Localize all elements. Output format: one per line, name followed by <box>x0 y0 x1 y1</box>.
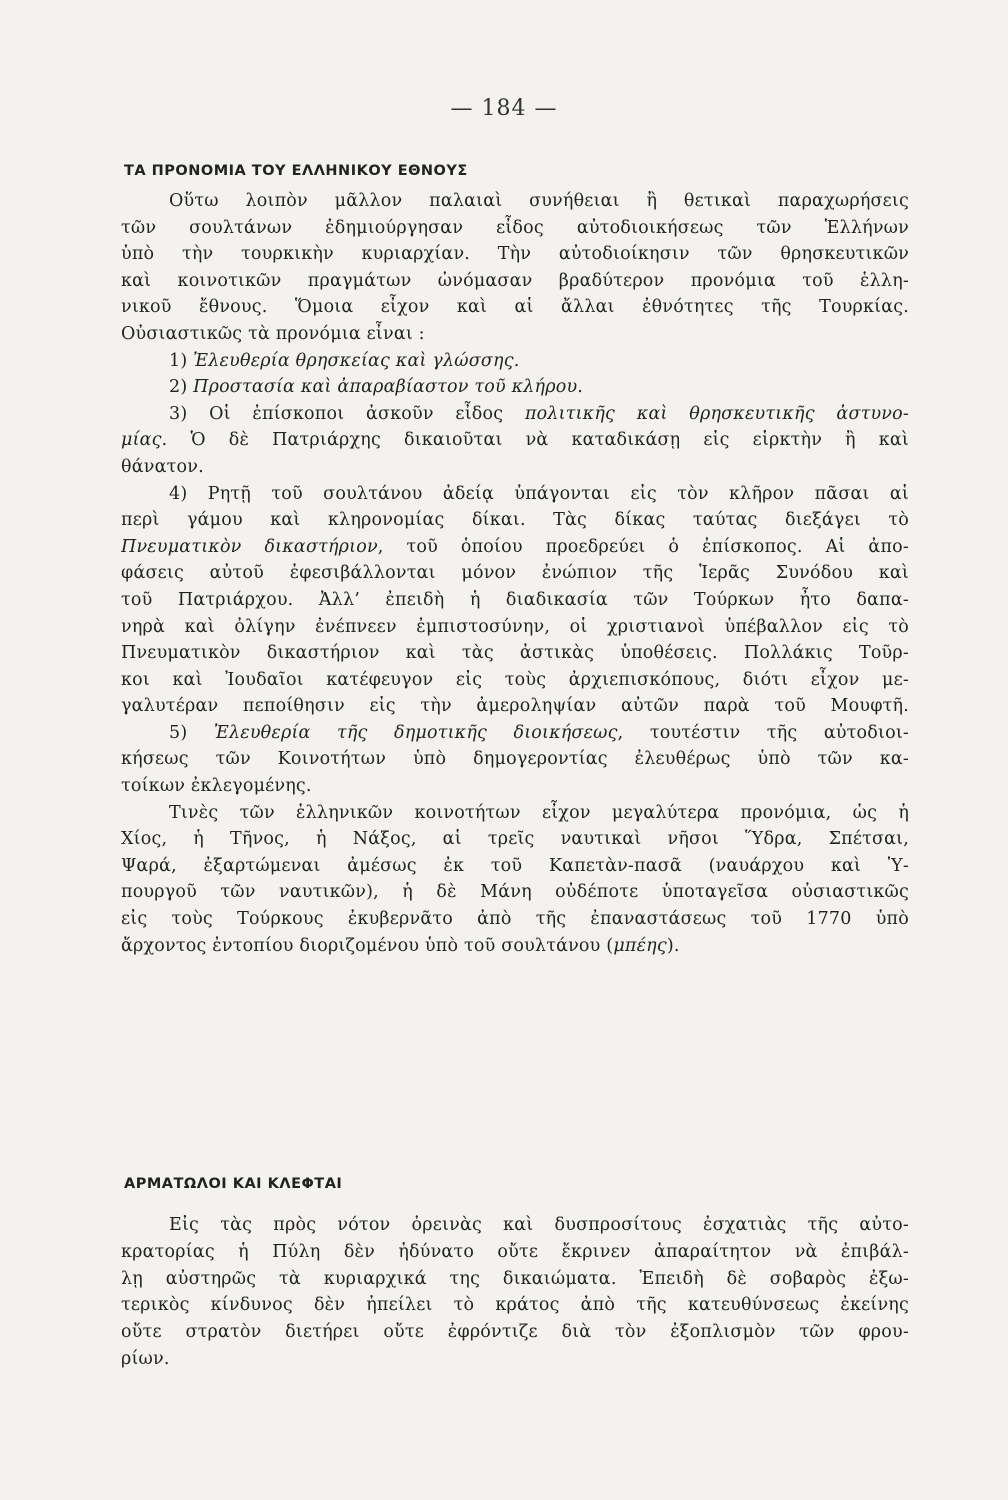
text-segment: 3) Οἱ ἐπίσκοποι ἀσκοῦν εἶδος <box>169 403 525 424</box>
text-segment: περὶ γάμου καὶ κληρονομίας δίκαι. Τὰς δίκας ταύτας διεξάγει τὸ <box>121 510 909 531</box>
text-line <box>121 800 909 827</box>
text-line <box>121 933 909 960</box>
text-line <box>121 294 909 321</box>
text-segment: 5) <box>169 722 214 743</box>
text-segment: 2) <box>169 377 194 398</box>
text-segment: καὶ κοινοτικῶν πραγμάτων ὠνόμασαν βραδύτερον προνόμια τοῦ ἑλλη- <box>121 270 909 291</box>
section-armatoloi-body <box>121 1212 909 1373</box>
text-segment: νικοῦ ἔθνους. Ὅμοια εἶχον καὶ αἱ ἄλλαι ἐθνότητες τῆς Τουρκίας. <box>121 297 909 318</box>
section-heading-armatoloi: ΑΡΜΑΤΩΛΟΙ ΚΑΙ ΚΛΕΦΤΑΙ <box>124 1176 343 1192</box>
text-segment: οὔτε στρατὸν διετήρει οὔτε ἐφρόντιζε διὰ τὸν ἐξοπλισμὸν τῶν φρου- <box>121 1322 909 1343</box>
italic-text: Προστασία καὶ ἀπαραβίαστον τοῦ κλήρου. <box>193 377 584 398</box>
text-line <box>121 1292 909 1319</box>
text-segment: κρατορίας ἡ Πύλη δὲν ἠδύνατο οὔτε ἔκρινεν ἀπαραίτητον νὰ ἐπιβάλ- <box>121 1241 909 1262</box>
text-line <box>121 1212 909 1239</box>
text-line <box>121 826 909 853</box>
text-segment: κοι καὶ Ἰουδαῖοι κατέφευγον εἰς τοὺς ἀρχιεπισκόπους, διότι εἶχον με- <box>121 669 909 690</box>
text-line <box>121 667 909 694</box>
text-line <box>121 587 909 614</box>
text-line <box>121 1346 909 1373</box>
text-segment: γαλυτέραν πεποίθησιν εἰς τὴν ἀμεροληψίαν αὐτῶν παρὰ τοῦ Μουφτῆ. <box>121 696 909 717</box>
text-line <box>121 427 909 454</box>
text-segment: , τοῦ ὁποίου προεδρεύει ὁ ἐπίσκοπος. Αἱ ἀπο- <box>377 536 909 557</box>
text-line <box>121 614 909 641</box>
italic-text: πολιτικῆς καὶ θρησκευτικῆς ἀστυνο- <box>524 403 909 424</box>
text-segment: ἄρχοντος ἐντοπίου διοριζομένου ὑπὸ τοῦ σουλτάνου ( <box>121 935 614 956</box>
text-line <box>121 321 909 348</box>
text-segment: Οὕτω λοιπὸν μᾶλλον παλαιαὶ συνήθειαι ἢ θετικαὶ παραχωρήσεις <box>169 191 909 211</box>
text-segment: εἰς τοὺς Τούρκους ἐκυβερνᾶτο ἀπὸ τῆς ἐπαναστάσεως τοῦ 1770 ὑπὸ <box>121 909 909 930</box>
text-line <box>121 746 909 773</box>
text-segment: φάσεις αὐτοῦ ἐφεσιβάλλονται μόνον ἐνώπιον τῆς Ἱερᾶς Συνόδου καὶ <box>121 563 909 584</box>
text-segment: λῃ αὐστηρῶς τὰ κυριαρχικά της δικαιώματα. Ἐπειδὴ δὲ σοβαρὸς ἐξω- <box>121 1268 909 1289</box>
text-line <box>121 720 909 747</box>
text-line <box>121 401 909 428</box>
text-segment: ). <box>666 935 680 956</box>
italic-text: Ἐλευθερία θρησκείας καὶ γλώσσης. <box>193 350 520 371</box>
text-line <box>121 215 909 242</box>
section-privileges-body <box>121 188 909 959</box>
text-segment: ὑπὸ τὴν τουρκικὴν κυριαρχίαν. Τὴν αὐτοδιοίκησιν τῶν θρησκευτικῶν <box>121 244 909 265</box>
text-line <box>121 853 909 880</box>
text-segment: κήσεως τῶν Κοινοτήτων ὑπὸ δημογεροντίας ἐλευθέρως ὑπὸ τῶν κα- <box>121 749 909 770</box>
text-segment: Ψαρά, ἐξαρτώμεναι ἀμέσως ἐκ τοῦ Καπετὰν-πασᾶ (ναυάρχου καὶ Ὑ- <box>121 855 909 876</box>
text-segment: 1) <box>169 350 194 371</box>
text-segment: Χίος, ἡ Τῆνος, ἡ Νάξος, αἱ τρεῖς ναυτικαὶ νῆσοι Ὕδρα, Σπέτσαι, <box>121 829 909 850</box>
text-segment: . Ὁ δὲ Πατριάρχης δικαιοῦται νὰ καταδικάσῃ εἰς εἱρκτὴν ἢ καὶ <box>161 430 909 451</box>
text-segment: τοίκων ἐκλεγομένης. <box>121 776 312 797</box>
text-line <box>121 507 909 534</box>
text-line <box>121 374 909 401</box>
text-line <box>121 481 909 508</box>
text-segment: , τουτέστιν τῆς αὐτοδιοι- <box>617 722 909 743</box>
text-line <box>121 640 909 667</box>
text-segment: Πνευματικὸν δικαστήριον καὶ τὰς ἀστικὰς ὑποθέσεις. Πολλάκις Τοῦρ- <box>121 643 909 664</box>
text-segment: ρίων. <box>121 1348 170 1369</box>
text-segment: Οὐσιαστικῶς τὰ προνόμια εἶναι : <box>121 323 425 344</box>
section-heading-privileges: ΤΑ ΠΡΟΝΟΜΙΑ ΤΟΥ ΕΛΛΗΝΙΚΟΥ ΕΘΝΟΥΣ <box>124 163 468 179</box>
italic-text: μίας <box>121 430 162 451</box>
text-line <box>121 1239 909 1266</box>
text-line <box>121 268 909 295</box>
text-line <box>121 188 909 215</box>
text-line <box>121 773 909 800</box>
page-number: — 184 — <box>450 96 558 121</box>
italic-text: Ἐλευθερία τῆς δημοτικῆς διοικήσεως <box>213 722 618 743</box>
text-segment: τερικὸς κίνδυνος δὲν ἠπείλει τὸ κράτος ἀπὸ τῆς κατευθύνσεως ἐκείνης <box>121 1295 909 1316</box>
italic-text: Πνευματικὸν δικαστήριον <box>121 536 378 557</box>
text-segment: θάνατον. <box>121 456 204 477</box>
text-segment: Τινὲς τῶν ἑλληνικῶν κοινοτήτων εἶχον μεγαλύτερα προνόμια, ὡς ἡ <box>169 802 909 823</box>
text-line <box>121 1319 909 1346</box>
text-line <box>121 560 909 587</box>
text-segment: νηρὰ καὶ ὀλίγην ἐνέπνεεν ἐμπιστοσύνην, οἱ χριστιανοὶ ὑπέβαλλον εἰς τὸ <box>121 616 909 637</box>
text-line <box>121 693 909 720</box>
text-line <box>121 534 909 561</box>
text-line <box>121 241 909 268</box>
text-segment: πουργοῦ τῶν ναυτικῶν), ἡ δὲ Μάνη οὐδέποτε ὑποταγεῖσα οὐσιαστικῶς <box>121 882 909 903</box>
text-segment: 4) Ρητῇ τοῦ σουλτάνου ἀδείᾳ ὑπάγονται εἰς τὸν κλῆρον πᾶσαι αἱ <box>169 483 909 504</box>
text-segment: τοῦ Πατριάρχου. Ἀλλ’ ἐπειδὴ ἡ διαδικασία τῶν Τούρκων ἦτο δαπα- <box>121 589 909 610</box>
text-line <box>121 1266 909 1293</box>
text-line <box>121 879 909 906</box>
text-segment: τῶν σουλτάνων ἐδημιούργησαν εἶδος αὐτοδιοικήσεως τῶν Ἑλλήνων <box>121 217 909 238</box>
text-line <box>121 348 909 375</box>
text-segment: Εἰς τὰς πρὸς νότον ὀρεινὰς καὶ δυσπροσίτους ἐσχατιὰς τῆς αὐτο- <box>169 1215 909 1235</box>
italic-text: μπέης <box>613 935 667 956</box>
text-line <box>121 454 909 481</box>
text-line <box>121 906 909 933</box>
